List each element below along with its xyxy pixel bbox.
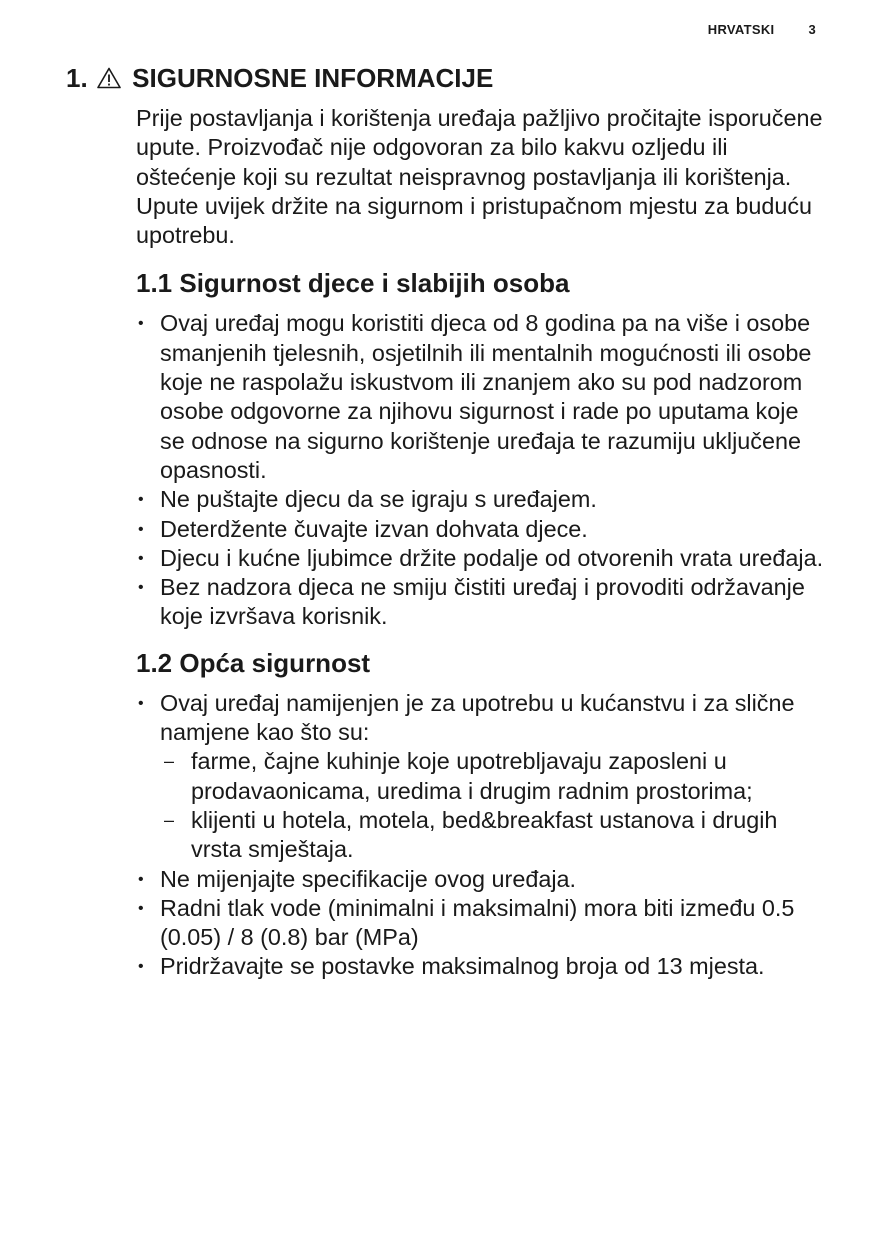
list-item-text: Ne mijenjajte specifikacije ovog uređaja. <box>160 865 577 892</box>
list-item-text: Ovaj uređaj mogu koristiti djeca od 8 godina pa na više i osobe smanjenih tjelesnih, osjetilnih ili mentalnih mogućnosti ili osobe koje ne raspolažu iskustvom ili znanjem ako su pod nadzorom osobe odgovorne za njihovu sigurnost i rade po uputama koje se odnose na sigurno korištenje uređaja te razumiju uključene opasnosti. <box>160 310 812 483</box>
list-item-text: Deterdžente čuvajte izvan dohvata djece. <box>160 515 588 542</box>
list-item <box>136 865 826 894</box>
section-1-title: SIGURNOSNE INFORMACIJE <box>132 63 494 93</box>
bullet-marker: • <box>138 870 144 888</box>
header-language: HRVATSKI <box>707 22 775 37</box>
list-item <box>136 515 826 544</box>
intro-paragraph: Prije postavljanja i korištenja uređaja pažljivo pročitajte isporučene upute. Proizvođač nije odgovoran za bilo kakvu ozljedu ili oštećenje koji su rezultat neispravnog postavljanja ili korištenja. Upute uvijek držite na sigurnom i pristupačnom mjestu za buduću upotrebu. <box>136 105 823 249</box>
warning-icon <box>97 67 121 89</box>
dash-marker: – <box>164 809 175 830</box>
dash-marker: – <box>164 751 175 772</box>
bullet-marker: • <box>138 520 144 538</box>
list-item-text: Radni tlak vode (minimalni i maksimalni) mora biti između 0.5 (0.05) / 8 (0.8) bar (MPa) <box>160 894 795 951</box>
bullet-marker: • <box>138 694 144 712</box>
page-content <box>136 104 826 982</box>
sub-list-item-text: farme, čajne kuhinje koje upotrebljavaju zaposleni u prodavaonicama, uredima i drugim radnim prostorima; <box>191 748 753 804</box>
section-1-number: 1. <box>66 63 88 93</box>
list-item <box>136 309 826 485</box>
usage-sublist <box>160 747 826 864</box>
section-1-1-heading: 1.1 Sigurnost djece i slabijih osoba <box>136 268 570 299</box>
sub-list-item <box>160 747 826 806</box>
bullet-marker: • <box>138 579 144 597</box>
sub-list-item-text: klijenti u hotela, motela, bed&breakfast ustanova i drugih vrsta smještaja. <box>191 806 778 863</box>
bullet-marker: • <box>138 491 144 509</box>
bullet-marker: • <box>138 958 144 976</box>
list-item-text: Ovaj uređaj namijenjen je za upotrebu u kućanstvu i za slične namjene kao što su: <box>160 689 795 746</box>
page-header <box>708 22 816 37</box>
sub-list-item <box>160 806 826 865</box>
list-item-text: Ne puštajte djecu da se igraju s uređajem. <box>160 486 597 513</box>
page-number: 3 <box>808 22 816 37</box>
list-item <box>136 894 826 953</box>
bullet-marker: • <box>138 899 144 917</box>
list-item <box>136 485 826 514</box>
section-1-heading <box>66 62 493 94</box>
general-safety-list <box>136 689 826 982</box>
list-item <box>136 952 826 981</box>
list-item-text: Djecu i kućne ljubimce držite podalje od otvorenih vrata uređaja. <box>160 544 824 571</box>
list-item <box>136 689 826 865</box>
child-safety-list <box>136 309 826 631</box>
list-item <box>136 544 826 573</box>
bullet-marker: • <box>138 549 144 567</box>
list-item-text: Bez nadzora djeca ne smiju čistiti uređaj i provoditi održavanje koje izvršava korisnik. <box>160 574 805 630</box>
section-1-2-heading: 1.2 Opća sigurnost <box>136 647 371 678</box>
bullet-marker: • <box>138 315 144 333</box>
list-item <box>136 573 826 632</box>
list-item-text: Pridržavajte se postavke maksimalnog broja od 13 mjesta. <box>160 953 765 980</box>
